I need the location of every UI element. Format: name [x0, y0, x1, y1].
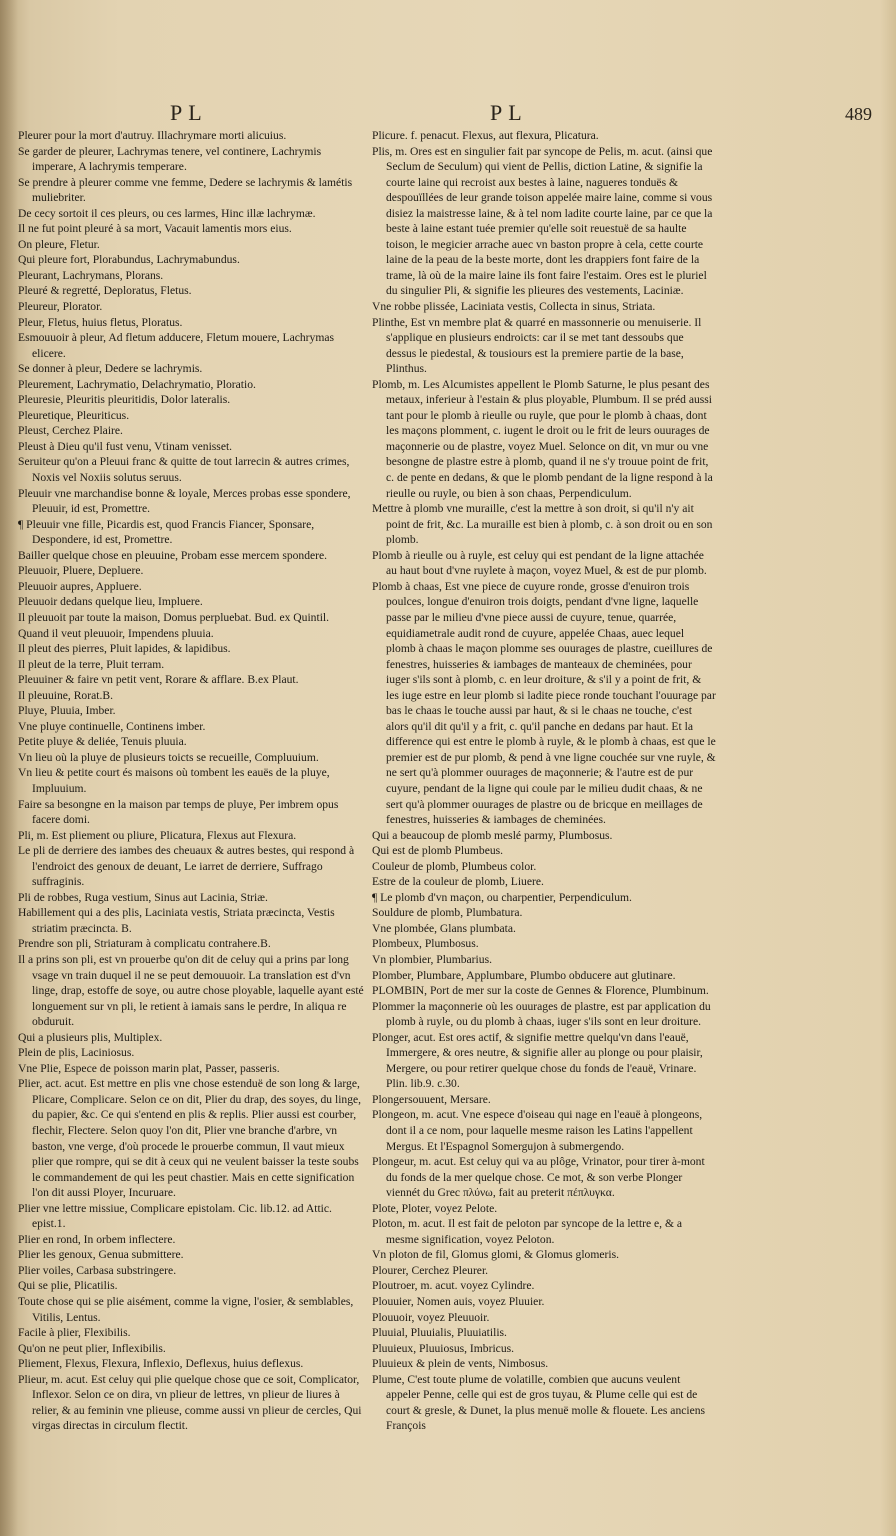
dictionary-entry: Pleuuir vne marchandise bonne & loyale, Merces probas esse spondere, Pleuuir, id est, Promettre. [18, 486, 351, 516]
dictionary-entry: Plongeur, m. acut. Est celuy qui va au plôge, Vrinator, pour tirer à-mont du fonds de la mer quelque chose. Ce mot, & son verbe Plonger viennét du Grec πλύνω, fait au preterit πέπλυγκα. [372, 1155, 705, 1200]
dictionary-entry: Souldure de plomb, Plumbatura. [372, 906, 523, 920]
dictionary-entry: Qu'on ne peut plier, Inflexibilis. [18, 1341, 166, 1355]
dictionary-entry: Plomb, m. Les Alcumistes appellent le Plomb Saturne, le plus pesant des metaux, inferieur à l'estain & plus ployable, Plumbum. Il se préd aussi tant pour le plomb à rieulle ou ruyle, que pour le plomb à chaas, dont les maçons plomment, c. iugent le droit ou le frit de leurs ouurages de maçonnerie ou de plastre, voyez Muel. Selonce on dit, vn mur ou vne besongne de plastre estre à plomb, quand il ne s'y trouue point de frit, c. de pente en dedans, & que le plomb pendant de la ligne respond à la rieulle ou ruyle, ou bien à son chaas, Perpendiculum. [372, 377, 713, 500]
dictionary-entry: Pliement, Flexus, Flexura, Inflexio, Deflexus, huius deflexus. [18, 1357, 304, 1371]
dictionary-entry: Plombeux, Plumbosus. [372, 937, 479, 951]
dictionary-entry: Pleureur, Plorator. [18, 300, 103, 314]
dictionary-entry: Vn lieu & petite court és maisons où tombent les eauës de la pluye, Impluuium. [18, 766, 330, 795]
dictionary-entry: Se prendre à pleurer comme vne femme, Dedere se lachrymis & lamétis muliebriter. [18, 175, 353, 205]
dictionary-entry: Pleuuoir dedans quelque lieu, Impluere. [18, 595, 203, 609]
spine-shadow [0, 0, 18, 1536]
dictionary-entry: De cecy sortoit il ces pleurs, ou ces larmes, Hinc illæ lachrymæ. [18, 206, 316, 220]
dictionary-entry: Plongersouuent, Mersare. [372, 1092, 491, 1106]
dictionary-entry: Plier les genoux, Genua submittere. [18, 1248, 184, 1262]
dictionary-entry: Le pli de derriere des iambes des cheuaux & autres bestes, qui respond à l'endroict des genoux de deuant, Le iarret de derriere, Suffrago suffraginis. [18, 844, 355, 889]
dictionary-entry: Quand il veut pleuuoir, Impendens pluuia. [18, 626, 214, 640]
dictionary-entry: Il pleuuoit par toute la maison, Domus perpluebat. Bud. ex Quintil. [18, 610, 330, 624]
dictionary-entry: Qui est de plomb Plumbeus. [372, 844, 504, 858]
dictionary-entry: Vn plombier, Plumbarius. [372, 952, 492, 966]
dictionary-entry: Pli, m. Est pliement ou pliure, Plicatura, Flexus aut Flexura. [18, 828, 297, 842]
dictionary-entry: Qui a plusieurs plis, Multiplex. [18, 1030, 163, 1044]
dictionary-entry: Plote, Ploter, voyez Pelote. [372, 1201, 498, 1215]
dictionary-entry: Il pleuuine, Rorat.B. [18, 688, 113, 702]
dictionary-entry: Pluuieux, Pluuiosus, Imbricus. [372, 1341, 515, 1355]
dictionary-entry: Plier vne lettre missiue, Complicare epistolam. Cic. lib.12. ad Attic. epist.1. [18, 1201, 332, 1231]
dictionary-entry: Qui a beaucoup de plomb meslé parmy, Plumbosus. [372, 828, 613, 842]
dictionary-entry: Pleuuoir aupres, Appluere. [18, 579, 142, 593]
dictionary-entry: Plouuoir, voyez Pleuuoir. [372, 1310, 490, 1324]
dictionary-entry: PLOMBIN, Port de mer sur la coste de Gennes & Florence, Plumbinum. [372, 984, 709, 998]
dictionary-entry: Esmouuoir à pleur, Ad fletum adducere, Fletum mouere, Lachrymas elicere. [18, 331, 335, 360]
dictionary-entry: Seruiteur qu'on a Pleuui franc & quitte de tout larrecin & autres crimes, Noxis vel Noxiis solutus seruus. [18, 455, 350, 485]
dictionary-entry: ¶ Le plomb d'vn maçon, ou charpentier, Perpendiculum. [372, 890, 632, 904]
dictionary-entry: Plicure. f. penacut. Flexus, aut flexura, Plicatura. [372, 129, 599, 142]
dictionary-entry: Il pleut des pierres, Pluit lapides, & lapidibus. [18, 642, 231, 656]
dictionary-entry: Facile à plier, Flexibilis. [18, 1326, 131, 1340]
dictionary-entry: Plomb à chaas, Est vne piece de cuyure ronde, grosse d'enuiron trois poulces, longue d'enuiron trois doigts, pendant d'vne ligne, laquelle passe par le milieu d'vne piece aussi de cuyure, tenue, quarrée, equidiametrale audit rond de cuyure, appelée Chaas, auec lequel plomb à chaas le maçon plomme ses ouurages de plastre, cueillures de fenestres, huisseries & iambages de manteaux de cheminées, pour iuger s'ils sont à plomb, c. en leur droiture, & s'il y a point de frit, & les iuge estre en leur plomb si ladite piece ronde touchant l'ouurage par bas le chaas le touche aussi par haut, & si le chaas ne touche, c'est alors qu'il dit qu'il y a frit, c. qu'il panche en dedans par haut. Et la difference qui est entre le plomb à ruyle, & le plomb à chaas, est que le premier est de pur plomb, & pend à vne ligne couchée sur vne ruyle, & ne sert qu'à plommer ouurages de maçonnerie; & l'autre est de pur cuyure, pendant de la ligne qui coule par le milieu dudit chaas, & ne sert qu'à plommer ouurages de plastre ou de bricque en meillages de fenestres, huisseries & iambages de cheminées. [372, 579, 716, 827]
dictionary-entry: Ploutroer, m. acut. voyez Cylindre. [372, 1279, 535, 1293]
dictionary-entry: On pleure, Fletur. [18, 237, 100, 251]
dictionary-entry: Plier voiles, Carbasa substringere. [18, 1263, 177, 1277]
dictionary-entry: Pleuresie, Pleuritis pleuritidis, Dolor lateralis. [18, 393, 231, 407]
running-head-left: PL [170, 100, 208, 125]
dictionary-entry: Pluuieux & plein de vents, Nimbosus. [372, 1357, 549, 1371]
dictionary-entry: Vn lieu où la pluye de plusieurs toicts se recueille, Compluuium. [18, 750, 319, 764]
dictionary-entry: Pleurer pour la mort d'autruy. Illachrymare morti alicuius. [18, 129, 287, 142]
dictionary-entry: Plourer, Cerchez Pleurer. [372, 1263, 489, 1277]
dictionary-entry: ¶ Pleuuir vne fille, Picardis est, quod Francis Fiancer, Sponsare, Despondere, id est, Promettre. [18, 517, 315, 547]
dictionary-entry: Mettre à plomb vne muraille, c'est la mettre à son droit, si qu'il n'y ait point de frit, &c. La muraille est bien à plomb, c. à son droit ou en son plomb. [372, 502, 713, 547]
dictionary-entry: Pli de robbes, Ruga vestium, Sinus aut Lacinia, Striæ. [18, 890, 268, 904]
dictionary-entry: Se donner à pleur, Dedere se lachrymis. [18, 362, 203, 376]
dictionary-entry: Estre de la couleur de plomb, Liuere. [372, 875, 544, 889]
dictionary-entry: Vne plombée, Glans plumbata. [372, 921, 516, 935]
dictionary-entry: Il a prins son pli, est vn prouerbe qu'on dit de celuy qui a prins par long vsage vn train duquel il ne se peut demouuoir. La translation est d'vn linge, drap, estoffe de soye, ou autre chose ployable, laquelle ayant esté longuement sur vn pli, le retient à iamais sans le perdre, In aliqua re obduruit. [18, 952, 364, 1029]
dictionary-entry: Vn ploton de fil, Glomus glomi, & Glomus glomeris. [372, 1248, 620, 1262]
dictionary-entry: Vne robbe plissée, Laciniata vestis, Collecta in sinus, Striata. [372, 300, 656, 314]
running-head-right: PL [490, 100, 528, 125]
dictionary-entry: Prendre son pli, Striaturam à complicatu contrahere.B. [18, 937, 271, 951]
dictionary-entry: Habillement qui a des plis, Laciniata vestis, Striata præcincta, Vestis striatim præcincta. B. [18, 906, 335, 935]
dictionary-entry: Pleuré & regretté, Deploratus, Fletus. [18, 284, 192, 298]
dictionary-entry: Faire sa besongne en la maison par temps de pluye, Per imbrem opus facere domi. [18, 797, 339, 827]
left-column [18, 128, 364, 1434]
dictionary-entry: Pleust, Cerchez Plaire. [18, 424, 123, 438]
dictionary-entry: Plommer la maçonnerie où les ouurages de plastre, est par application du plomb à ruyle, ou du plomb à chaas, iuger s'ils sont en leur droiture. [372, 999, 711, 1029]
dictionary-entry: Pluuial, Pluuialis, Pluuiatilis. [372, 1326, 507, 1340]
dictionary-entry: Vne Plie, Espece de poisson marin plat, Passer, passeris. [18, 1061, 280, 1075]
dictionary-entry: Plume, C'est toute plume de volatille, combien que aucuns veulent appeler Penne, celle qui est de gros tuyau, & Plume celle qui est de court & gresle, & Dunet, la plus menuë molle & flouete. Les anciens François [372, 1372, 706, 1433]
dictionary-entry: Pleur, Fletus, huius fletus, Ploratus. [18, 315, 183, 329]
dictionary-entry: Plier, act. acut. Est mettre en plis vne chose estenduë de son long & large, Plicare, Complicare. Selon ce on dit, Plier du drap, des soyes, du linge, du papier, &c. Ce qui s'entend en plis & replis. Plier aussi est courber, flechir, Flectere. Selon quoy l'on dit, Plier vne branche d'arbre, vn baston, vne verge, d'où procede le prouerbe commun, Il vaut mieux plier que rompre, qui se dit à ceux qui ne veulent baisser la teste soubs le commandement de qui les peut chastier. Mais en cette signification l'on dit aussi Ployer, Incuruare. [18, 1077, 362, 1200]
dictionary-entry: Plinthe, Est vn membre plat & quarré en massonnerie ou menuiserie. Il s'applique en plusieurs endroicts: car il se met tant dessoubs que dessus le piedestal, & tousiours est la premiere partie de la base, Plinthus. [372, 315, 702, 376]
dictionary-entry: Pleuuiner & faire vn petit vent, Rorare & afflare. B.ex Plaut. [18, 673, 299, 687]
dictionary-entry: Bailler quelque chose en pleuuine, Probam esse mercem spondere. [18, 548, 328, 562]
dictionary-entry: Pleuuoir, Pluere, Depluere. [18, 564, 144, 578]
dictionary-entry: Il pleut de la terre, Pluit terram. [18, 657, 165, 671]
dictionary-entry: Plouuier, Nomen auis, voyez Pluuier. [372, 1295, 545, 1309]
dictionary-entry: Plein de plis, Laciniosus. [18, 1046, 135, 1060]
dictionary-entry: Pleurant, Lachrymans, Plorans. [18, 268, 164, 282]
dictionary-entry: Pleurement, Lachrymatio, Delachrymatio, Ploratio. [18, 377, 256, 391]
dictionary-entry: Se garder de pleurer, Lachrymas tenere, vel continere, Lachrymis imperare, A lachrymis temperare. [18, 144, 322, 174]
dictionary-entry: Plomber, Plumbare, Applumbare, Plumbo obducere aut glutinare. [372, 968, 676, 982]
dictionary-entry: Vne pluye continuelle, Continens imber. [18, 719, 206, 733]
right-column [372, 128, 716, 1434]
dictionary-entry: Pleuretique, Pleuriticus. [18, 408, 130, 422]
dictionary-entry: Pleust à Dieu qu'il fust venu, Vtinam venisset. [18, 439, 233, 453]
dictionary-entry: Plomb à rieulle ou à ruyle, est celuy qui est pendant de la ligne attachée au haut bout d'vne ruylete à maçon, voyez Muel, & est de pur plomb. [372, 548, 707, 578]
dictionary-entry: Pluye, Pluuia, Imber. [18, 704, 116, 718]
dictionary-entry: Ploton, m. acut. Il est fait de peloton par syncope de la lettre e, & a mesme signification, voyez Peloton. [372, 1217, 683, 1246]
dictionary-entry: Qui se plie, Plicatilis. [18, 1279, 118, 1293]
dictionary-entry: Couleur de plomb, Plumbeus color. [372, 859, 537, 873]
dictionary-entry: Plier en rond, In orbem inflectere. [18, 1232, 176, 1246]
dictionary-entry: Qui pleure fort, Plorabundus, Lachrymabundus. [18, 253, 240, 267]
page-number: 489 [845, 104, 872, 124]
dictionary-entry: Plongeon, m. acut. Vne espece d'oiseau qui nage en l'eauë à plongeons, dont il a ce nom, pour laquelle mesme raison les Latins l'appellent Mergus. Et l'Espagnol Somergujon à submergendo. [372, 1108, 703, 1153]
dictionary-entry: Plis, m. Ores est en singulier fait par syncope de Pelis, m. acut. (ainsi que Seclum de Seculum) qui vient de Pellis, diction Latine, & signifie la courte laine qui recroist aux bestes à laine, nagueres tonduës & despouïllées de leur grande toison appelée maire laine, comme si vous disiez la maistresse laine, & à tel nom ladite courte laine, par ce que la beste à laine estant tuée premier qu'elle soit reuestuë de sa haulte toison, le megicier arrache auec vn baston propre à cela, cette courte laine de la peau de la beste morte, dont les drappiers font faire de la trame, là où de la maire laine ils font faire l'estaim. Ores est le pluriel du singulier Pli, & signifie les plieures des vestements, Laciniæ. [372, 144, 713, 298]
dictionary-entry: Toute chose qui se plie aisément, comme la vigne, l'osier, & semblables, Vitilis, Lentus. [18, 1295, 354, 1324]
dictionary-entry: Plonger, acut. Est ores actif, & signifie mettre quelqu'vn dans l'eauë, Immergere, & ores neutre, & signifie aller au plonge ou pour plaisir, Mergere, ou pour retirer quelque chose du fonds de l'eauë, Vrinare. Plin. lib.9. c.30. [372, 1030, 703, 1091]
dictionary-entry: Petite pluye & deliée, Tenuis pluuia. [18, 735, 187, 749]
dictionary-entry: Il ne fut point pleuré à sa mort, Vacauit lamentis mors eius. [18, 222, 292, 236]
dictionary-entry: Plieur, m. acut. Est celuy qui plie quelque chose que ce soit, Complicator, Inflexor. Selon ce on dira, vn plieur de lettres, vn plieur de liures à relier, & au feminin vne plieuse, comme aussi vn plieur de cercles, Qui virgas directas in circulum flectit. [18, 1372, 362, 1433]
